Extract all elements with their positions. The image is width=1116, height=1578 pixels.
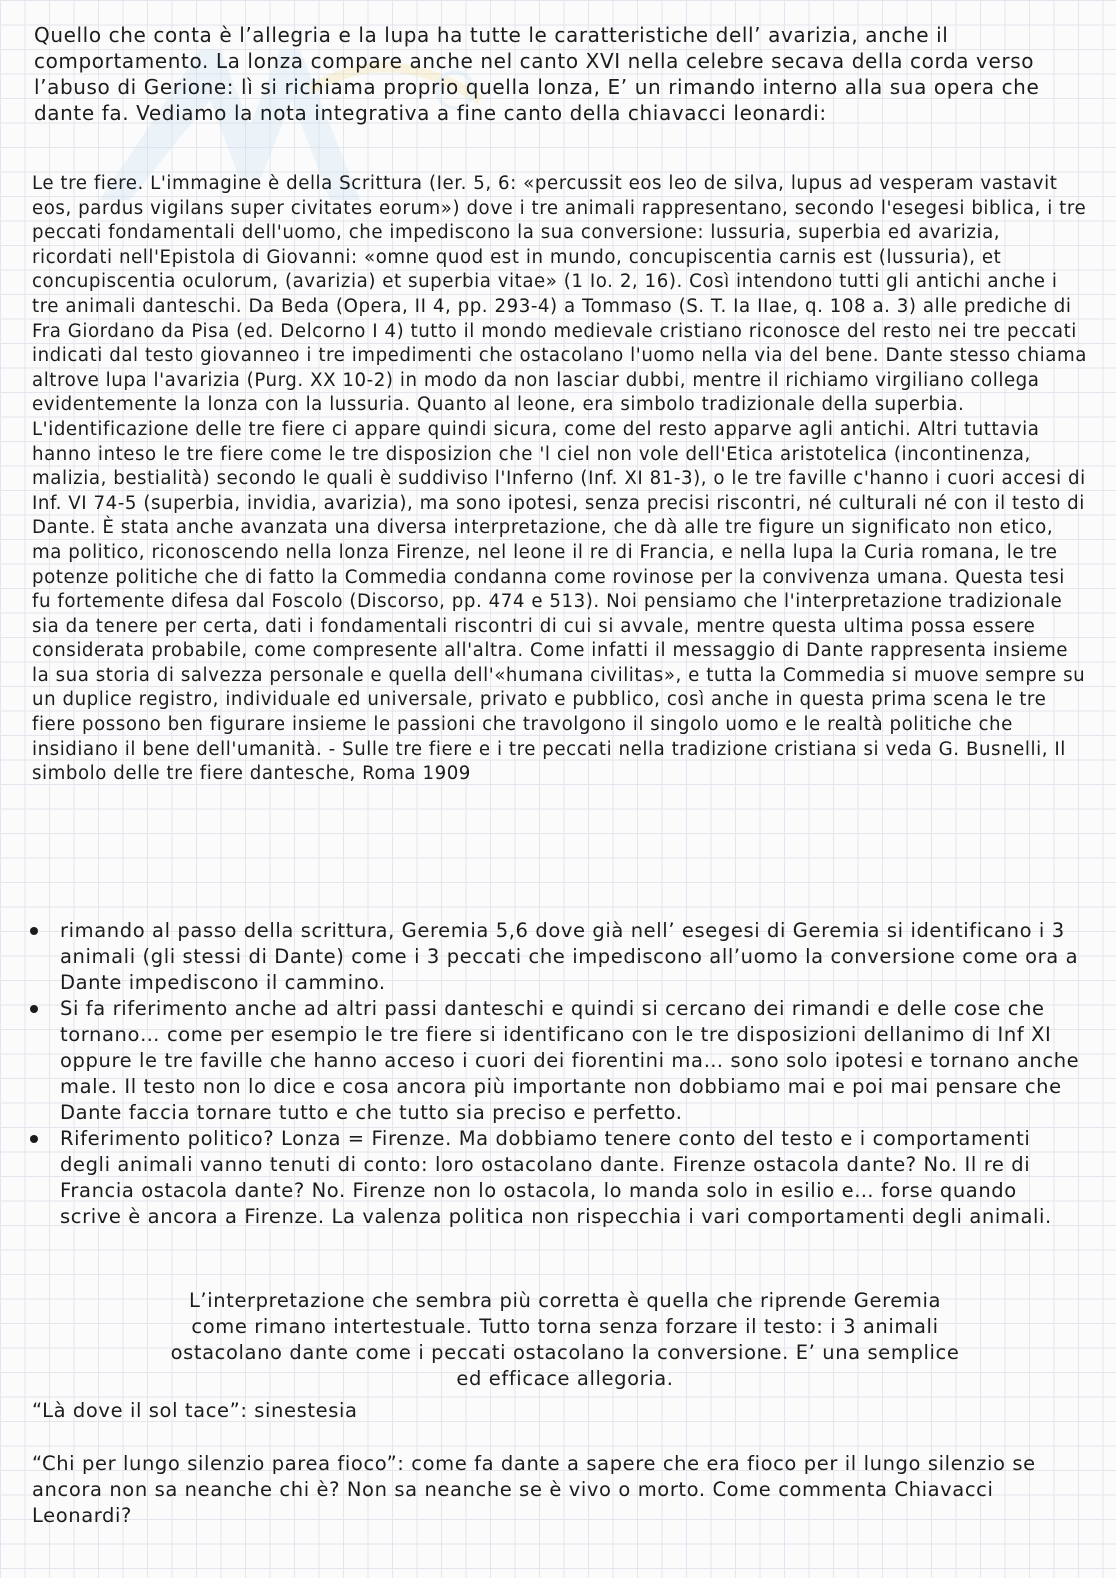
synesthesia-note: “Là dove il sol tace”: sinestesia xyxy=(32,1399,358,1422)
list-item xyxy=(30,1126,1080,1230)
intro-paragraph: Quello che conta è l’allegria e la lupa ha tutte le caratteristiche dell’ avarizia, anche il comportamento. La lonza compare anche nel canto XVI nella celebre secava della corda verso l’abuso di Gerione: lì si richiama proprio quella lonza, E’ un rimando interno alla sua opera che dante fa. Vediamo la nota integrativa a fine canto della chiavacci leonardi: xyxy=(34,23,1040,125)
bullet-list xyxy=(30,918,1080,1230)
bullet-icon xyxy=(30,927,38,935)
bullet-icon xyxy=(30,1135,38,1143)
list-item xyxy=(30,918,1080,996)
list-item-text: rimando al passo della scrittura, Geremia 5,6 dove già nell’ esegesi di Geremia si identificano i 3 animali (gli stessi di Dante) come i 3 peccati che impediscono all’uomo la conversione come ora a Dante impediscono il cammino. xyxy=(60,919,1079,994)
bullet-icon xyxy=(30,1005,38,1013)
list-item xyxy=(30,996,1080,1126)
list-item-text: Si fa riferimento anche ad altri passi danteschi e quindi si cercano dei rimandi e delle cose che tornano… come per esempio le tre fiere si identificano con le tre disposizioni dellanimo di Inf XI oppure le tre faville che hanno acceso i cuori dei fiorentini ma… sono solo ipotesi e tornano anche male. Il testo non lo dice e cosa ancora più importante non dobbiamo mai e poi mai pensare che Dante faccia tornare tutto e che tutto sia preciso e perfetto. xyxy=(60,997,1080,1124)
conclusion-paragraph: L’interpretazione che sembra più corretta è quella che riprende Geremia come rimano intertestuale. Tutto torna senza forzare il testo: i 3 animali ostacolano dante come i peccati ostacolano la conversione. E’ una semplice ed efficace allegoria. xyxy=(170,1289,960,1390)
list-item-text: Riferimento politico? Lonza = Firenze. Ma dobbiamo tenere conto del testo e i comportamenti degli animali vanno tenuti di conto: loro ostacolano dante. Firenze ostacola dante? No. Il re di Francia ostacola dante? No. Firenze non lo ostacola, lo manda solo in esilio e… forse quando scrive è ancora a Firenze. La valenza politica non rispecchia i vari comportamenti degli animali. xyxy=(60,1127,1052,1228)
final-question: “Chi per lungo silenzio parea fioco”: come fa dante a sapere che era fioco per il lungo silenzio se ancora non sa neanche chi è? Non sa neanche se è vivo o morto. Come commenta Chiavacci Leonardi? xyxy=(32,1452,1036,1527)
commentary-quote: Le tre fiere. L'immagine è della Scrittura (Ier. 5, 6: «percussit eos leo de silva, lupus ad vesperam vastavit eos, pardus vigilans super civitates eorum») dove i tre animali rappresentano, secondo l'esegesi biblica, i tre peccati fondamentali dell'uomo, che impediscono la sua conversione: lussuria, superbia ed avarizia, ricordati nell'Epistola di Giovanni: «omne quod est in mundo, concupiscentia carnis est (lussuria), et concupiscentia oculorum, (avarizia) et superbia vitae» (1 Io. 2, 16). Così intendono tutti gli antichi anche i tre animali danteschi. Da Beda (Opera, II 4, pp. 293-4) a Tommaso (S. T. Ia IIae, q. 108 a. 3) alle prediche di Fra Giordano da Pisa (ed. Delcorno I 4) tutto il mondo medievale cristiano riconosce del resto nei tre peccati indicati dal testo giovanneo i tre impedimenti che ostacolano l'uomo nella via del bene. Dante stesso chiama altrove lupa l'avarizia (Purg. XX 10-2) in modo da non lasciar dubbi, mentre il richiamo virgiliano collega evidentemente la lonza con la lussuria. Quanto al leone, era simbolo tradizionale della superbia. L'identificazione delle tre fiere ci appare quindi sicura, come del resto apparve agli antichi. Altri tuttavia hanno inteso le tre fiere come le tre disposizion che 'l ciel non vole dell'Etica aristotelica (incontinenza, malizia, bestialità) secondo le quali è suddiviso l'Inferno (Inf. XI 81-3), o le tre faville c'hanno i cuori accesi di Inf. VI 74-5 (superbia, invidia, avarizia), ma sono ipotesi, senza precisi riscontri, né culturali né con il testo di Dante. È stata anche avanzata una diversa interpretazione, che dà alle tre figure un significato non etico, ma politico, riconoscendo nella lonza Firenze, nel leone il re di Francia, e nella lupa la Curia romana, le tre potenze politiche che di fatto la Commedia condanna come rovinose per la convivenza umana. Questa tesi fu fortemente difesa dal Foscolo (Discorso, pp. 474 e 513). Noi pensiamo che l'interpretazione tradizionale sia da tenere per certa, dati i fondamentali riscontri di cui si avvale, mentre questa ultima possa essere considerata probabile, come compresente all'altra. Come infatti il messaggio di Dante rappresenta insieme la sua storia di salvezza personale e quella dell'«humana civilitas», e tutta la Commedia si muove sempre su un duplice registro, individuale ed universale, privato e pubblico, così anche in questa prima scena le tre fiere possono ben figurare insieme le passioni che travolgono il singolo uomo e le realtà politiche che insidiano il bene dell'umanità. - Sulle tre fiere e i tre peccati nella tradizione cristiana si veda G. Busnelli, Il simbolo delle tre fiere dantesche, Roma 1909 xyxy=(32,173,1087,785)
